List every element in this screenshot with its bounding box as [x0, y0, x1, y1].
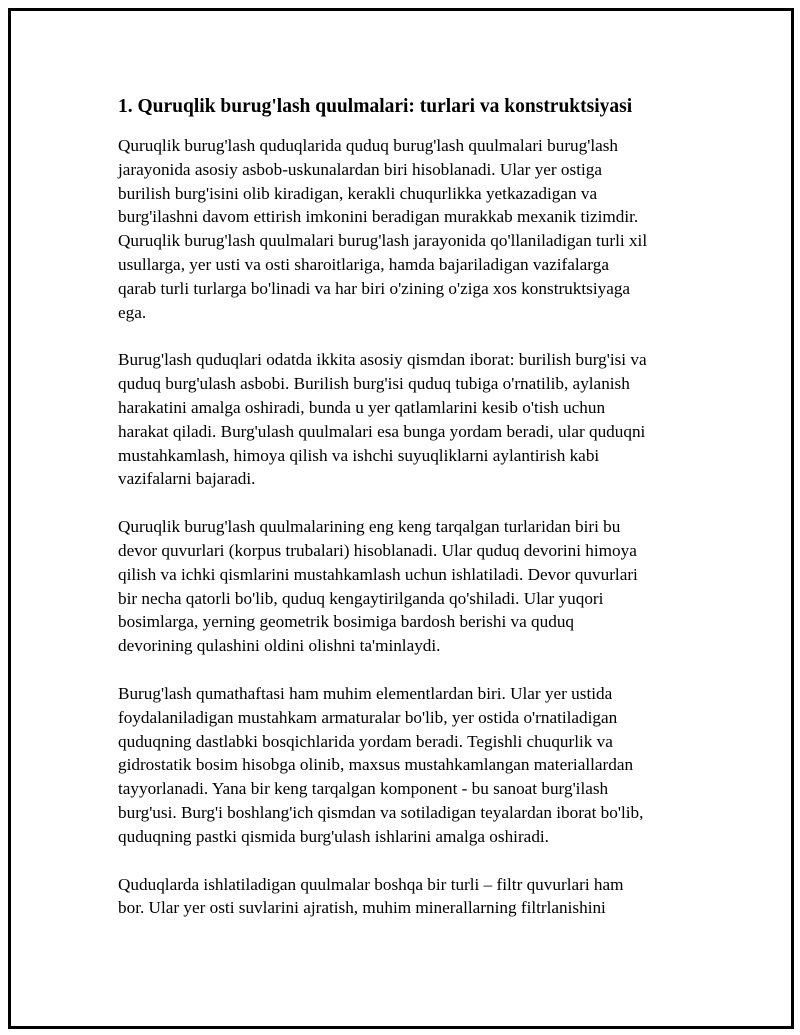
text-line: harakatini amalga oshiradi, bunda u yer qatlamlarini kesib o'tish uchun [118, 397, 606, 417]
text-line: quduqning dastlabki bosqichlarida yordam beradi. Tegishli chuqurlik va [118, 731, 613, 751]
text-line: Quruqlik burug'lash quulmalarining eng keng tarqalgan turlaridan biri bu [118, 517, 621, 537]
text-line: ega. [118, 302, 147, 322]
text-line: gidrostatik bosim hisobga olinib, maxsus mustahkamlangan materiallardan [118, 755, 634, 775]
text-line: bor. Ular yer osti suvlarini ajratish, muhim minerallarning filtrlanishini [118, 898, 606, 918]
text-line: quduqning pastki qismida burg'ulash ishlarini amalga oshiradi. [118, 826, 549, 846]
text-line: usullarga, yer usti va osti sharoitlariga, hamda bajariladigan vazifalarga [118, 254, 609, 274]
paragraph-4 [118, 682, 708, 849]
text-line: harakat qiladi. Burg'ulash quulmalari esa bunga yordam beradi, ular quduqni [118, 421, 646, 441]
text-line: devor quvurlari (korpus trubalari) hisoblanadi. Ular quduq devorini himoya [118, 540, 637, 560]
paragraph-5 [118, 873, 708, 921]
section-heading: 1. Quruqlik burug'lash quulmalari: turlari va konstruktsiyasi [118, 96, 633, 117]
text-line: bosimlarga, yerning geometrik bosimiga bardosh berishi va quduq [118, 612, 575, 632]
paragraph-1 [118, 134, 708, 324]
text-line: devorining qulashini oldini olishni ta'minlaydi. [118, 636, 441, 656]
text-line: jarayonida asosiy asbob-uskunalardan biri hisoblanadi. Ular yer ostiga [118, 159, 602, 179]
text-line: qilish va ichki qismlarini mustahkamlash uchun ishlatiladi. Devor quvurlari [118, 564, 638, 584]
document-body [118, 94, 708, 944]
text-line: burg'usi. Burg'i boshlang'ich qismdan va sotiladigan teyalardan iborat bo'lib, [118, 802, 644, 822]
text-line: Quruqlik burug'lash quulmalari burug'lash jarayonida qo'llaniladigan turli xil [118, 231, 648, 251]
text-line: burg'ilashni davom ettirish imkonini beradigan murakkab mexanik tizimdir. [118, 207, 639, 227]
text-line: burilish burg'isini olib kiradigan, kerakli chuqurlikka yetkazadigan va [118, 183, 598, 203]
text-line: Burug'lash quduqlari odatda ikkita asosiy qismdan iborat: burilish burg'isi va [118, 350, 647, 370]
text-line: Quruqlik burug'lash quduqlarida quduq burug'lash quulmalari burug'lash [118, 136, 619, 155]
text-line: tayyorlanadi. Yana bir keng tarqalgan komponent - bu sanoat burg'ilash [118, 779, 609, 799]
text-line: quduq burg'ulash asbobi. Burilish burg'isi quduq tubiga o'rnatilib, aylanish [118, 374, 630, 394]
text-line: foydalaniladigan mustahkam armaturalar bo'lib, yer ostida o'rnatiladigan [118, 707, 618, 727]
text-line: bir necha qatorli bo'lib, quduq kengaytirilganda qo'shiladi. Ular yuqori [118, 588, 604, 608]
text-line: vazifalarni bajaradi. [118, 469, 256, 489]
text-line: qarab turli turlarga bo'linadi va har biri o'zining o'ziga xos konstruktsiyaga [118, 278, 631, 298]
text-line: Quduqlarda ishlatiladigan quulmalar boshqa bir turli – filtr quvurlari ham [118, 874, 624, 894]
paragraph-2 [118, 348, 708, 491]
text-line: Burug'lash qumathaftasi ham muhim elementlardan biri. Ular yer ustida [118, 683, 613, 703]
paragraph-3 [118, 515, 708, 658]
text-line: mustahkamlash, himoya qilish va ishchi suyuqliklarni aylantirish kabi [118, 445, 600, 465]
